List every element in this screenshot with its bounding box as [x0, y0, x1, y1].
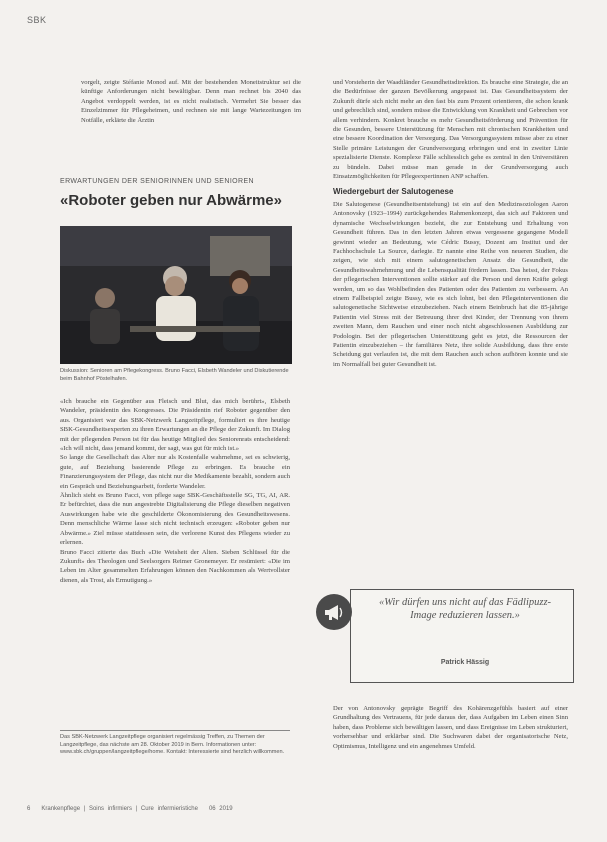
- footer-separator: |: [83, 806, 86, 812]
- header-tag: SBK: [27, 15, 47, 25]
- paragraph: Der von Antonovsky geprägte Begriff des Kohärenzgefühls basiert auf einer Grundhaltung des Vertrauens, für jede daraus der, dass Aufgaben im Leben einen Sinn haben, dass Probleme sich bewältigen lassen, und dass Ereignisse im Leben strukturiert, vorhersehbar und erklärbar sind. Die Suchwaren dabei der organisatorische Netz, Optimismus, Intelligenz und ein angenehmes Umfeld.: [333, 705, 568, 750]
- article-headline: «Roboter geben nur Abwärme»: [60, 192, 282, 209]
- info-note: Das SBK-Netzwerk Langzeitpflege organisiert regelmässig Treffen, zu Themen der Langzeitpflege, das nächste am 28. Oktober 2019 in Bern. Informationen unter: www.sbk.ch/gruppen/langzeitpflege/home. Kontakt: Interessierte sind herzlich willkommen.: [60, 734, 285, 756]
- paragraph: So lange die Gesellschaft das Alter nur als Kostenfalle wahrnehme, sei es schwierig, gute, auf Beziehung basierende Pflege zu erbringen. Es brauche ein Finanzierungssystem der Pflege, das nicht nur die Medikamente bezahlt, sondern auch ein Gespräch und Beziehungsarbeit, forderte Wandeler.: [60, 454, 290, 490]
- left-body-text: [60, 397, 290, 585]
- right-bottom-text: [333, 704, 568, 751]
- magazine-name: Krankenpflege: [41, 806, 81, 812]
- photo-caption: Diskussion: Senioren am Pflegekongress. Bruno Facci, Elsbeth Wandeler und Diskutierende beim Bahnhof Pöstelhafen.: [60, 368, 289, 382]
- note-divider: [60, 730, 290, 731]
- section-label: ERWARTUNGEN DER SENIORINNEN UND SENIOREN: [60, 178, 255, 185]
- paragraph: Die Salutogenese (Gesundheitsentstehung) ist ein auf den Medizinsoziologen Aaron Antonovsky (1923–1994) zurückgehendes Rahmenkonzept, das sich auf Faktoren und dynamische Wechselwirkungen bezieht, die zur Entstehung und Erhaltung von Gesundheit führen. Das in den letzten Jahren etwas vergessene gegangene Modell gewinnt wieder an Bedeutung, wie Cédric Bussy, Dozent am Institut und der Fachhochschule La Source, darlegte. Er nannte eine Reihe von neueren Studien, die zeigen, wie sich mit einem salutogenetischen Ansatz die Gesundheit, die Gesundheitswahrnehmung und die Lebensqualität fördern lassen. Das heisst, der Fokus der pflegerischen Interventionen sollte stärker auf die Person und deren Kräfte gelegt werden, um so das Wohlbefinden des Patienten oder des Patienten zu verbessern. An einem Fallbeispiel zeigte Bussy, wie es sich lohnt, bei den Pflegeinterventionen die salutogenetische Sichtweise einzubeziehen. Nach einem Beinbruch hat die 85-jährige Patientin viel Stress mit der Betreuung ihrer drei Kinder, der Trennung von ihrem zweiten Mann, dem Rauchen und einer noch nicht abgeschlossenen Ausbildung zur Podologin. Bei der pflegerischen Unterstützung geht es jetzt, die Ressourcen der Patientin einzubeziehen – ihr familiäres Netz, ihre solide Ausbildung, dass ihre erste Scheidung gut verlaufen ist, die mit dem Rauchen auch schon aufhören konnte und sie im Normalfall bei guter Gesundheit ist.: [333, 200, 568, 368]
- photo-illustration: [60, 226, 292, 364]
- page-number: 6: [27, 806, 31, 812]
- pull-quote-author: Patrick Hässig: [440, 659, 490, 666]
- megaphone-icon-svg: [316, 594, 352, 630]
- magazine-name-it: Cure infermieristiche: [140, 806, 198, 812]
- magazine-name-fr: Soins infirmiers: [88, 806, 132, 812]
- section-subheading: Wiedergeburt der Salutogenese: [333, 187, 454, 197]
- paragraph: Bruno Facci zitierte das Buch «Die Weisheit der Alten. Sieben Schlüssel für die Zukunft» des Theologen und Seelsorgers Reimer Gronemeyer. Er resümiert: «Die im Leben im Alter gesammelten Erfahrungen können den Nachkommen als Wertvollster dienen, als Trost, als Ermutigung.»: [60, 548, 290, 584]
- article-photo: [60, 226, 292, 364]
- page-footer: [27, 806, 233, 812]
- issue-number: 06 2019: [208, 806, 233, 812]
- left-top-text: [81, 78, 301, 125]
- paragraph: Ähnlich sieht es Bruno Facci, von pflege sage SBK-Geschäftsstelle SG, TG, AI, AR. Er befürchtet, dass die nun angestrebte Digitalisierung die Pflege dieselben negativen Auswirkungen habe wie die geschilderte Ökonomisierung des Gesundheitswesens. Denn menschliche Wärme lasse sich nicht technisch erzeugen: «Roboter geben nur Abwärme.» Ziel müsse stattdessen sein, die verlorene Kunst des Pflegens wieder zu erlernen.: [60, 492, 290, 547]
- megaphone-icon: [316, 594, 352, 630]
- paragraph: vorgelt, zeigte Stéfanie Monod auf. Mit der bestehenden Moneitstruktur sei die künftige Anforderungen nicht bewältigbar. Denn man rechnet bis 2040 das Angebot verdoppelt werden, ist es nicht realistisch. Vermehrt Sie besser das Einzelzimmer für Pflegeheimen, und rechnen sie mit lange Wartezeitungen im Notfälle, erklärte die Ärztin: [81, 79, 301, 124]
- paragraph: und Vorsteherin der Waadtländer Gesundheitsdirektion. Es brauche eine Strategie, die an die Bedürfnisse der ganzen Bevölkerung angepasst ist. Das Gesundheitssystem der Zukunft dürfe sich nicht mehr an den fast bis zum Prozent orientieren, die schon krank und gebrechlich sind, sondern müsse die Entwicklung von Krankheit und Gebrechen vor allem verhindern. Konkret brauche es mehr Gesundheitsförderung und Prävention für die Gesunden, bessere Unterstützung für Menschen mit chronischen Krankheiten und eine bessere Koordination der Versorgung. Das Versorgungssystem müsse aber zu einer Stelle primäre Leistungen der Grundversorgung erbringen und erst in zweiter Linie spezialisierte Dienste. Komplexe Fälle schliesslich gehe es zentral in den Universitären zu bündeln. Dabei müsse man gerade in der Grundversorgung auch Einsatzmöglichkeiten für Pflegeexpertinnen ANP schaffen.: [333, 79, 568, 181]
- pull-quote-text: «Wir dürfen uns nicht auf das Fädlipuzz-Image reduzieren lassen.»: [378, 597, 552, 621]
- paragraph: «Ich brauche ein Gegenüber aus Fleisch und Blut, das mich berührt», Elsbeth Wandeler, präsidentin des Kongresses. Die Präsidentin rief Roboter gegenüber den aus. Organisiert war das SBK-Netzwerk Langzeitpflege, formuliert es ihre heutige SBK-Gesundheitsexperten zu ihren Erwartungen an die Pflege der Zukunft. Im Dialog mit der pflegenden Person ist für das heutige Mitglied des Seniorenrats entscheidend: «Ich will nicht, dass jemand kommt, der sagt, was gut für mich ist.»: [60, 398, 290, 453]
- footer-separator: |: [135, 806, 138, 812]
- right-column-text: [333, 78, 568, 369]
